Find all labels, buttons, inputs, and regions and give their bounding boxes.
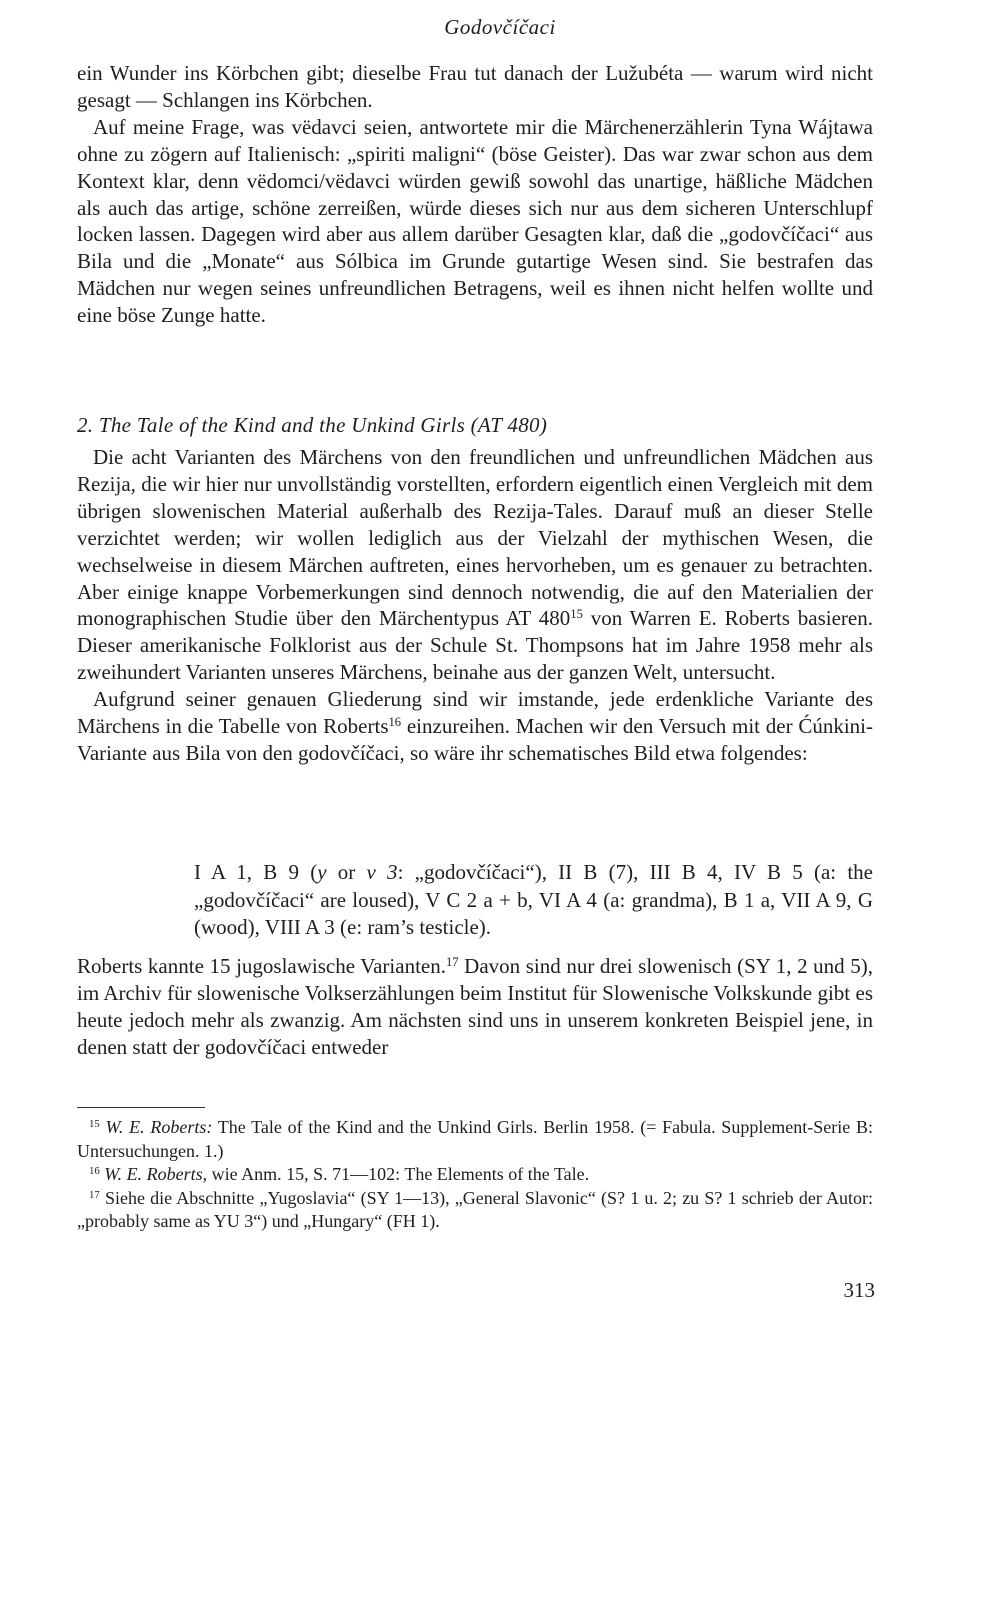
paragraph-continued: ein Wunder ins Körbchen gibt; dieselbe Frau tut danach der Lužubéta — warum wird nicht gesagt — Schlangen ins Körbchen. (77, 61, 873, 112)
paragraph-block-2 (77, 444, 873, 767)
paragraph (77, 953, 873, 1061)
footnote-rule (77, 1107, 205, 1108)
schema-block (194, 859, 873, 942)
footnote-number: 16 (89, 1165, 100, 1178)
schema-part: : „godovčíčaci“), II B (7), III B 4, IV B 5 (a: the „godovčíčaci“ are loused), V C 2 a + b, VI A 4 (a: grandma), B 1 a, VII A 9, G (wood), VIII A 3 (e: ram’s testicle). (194, 860, 873, 939)
footnote-text: Siehe die Abschnitte „Yugoslavia“ (SY 1—13), „General Slavonic“ (S? 1 u. 2; zu S? 1 schrieb der Autor: „probably same as YU 3“) und „Hungary“ (FH 1). (77, 1187, 873, 1231)
running-head: Godovčíčaci (444, 15, 556, 39)
footnotes (77, 1116, 873, 1234)
paragraph: Auf meine Frage, was vëdavci seien, antwortete mir die Märchenerzählerin Tyna Wájtawa ohne zu zögern auf Italienisch: „spiriti maligni“ (böse Geister). Das war zwar schon aus dem Kontext klar, denn vëdomci/vëdavci würden gewiß sowohl das unartige, häßliche Mädchen als auch das artige, schöne zerreißen, würde dieses sich nur aus dem sicheren Unterschlupf locken lassen. Dagegen wird aber aus allem darüber Gesagten klar, daß die „godovčíčaci“ aus Bila und die „Monate“ aus Sólbica im Grunde gutartige Wesen sind. Sie bestrafen das Mädchen nur wegen seines unfreundlichen Betragens, weil es ihnen nicht helfen wollte und eine böse Zunge hatte. (77, 114, 873, 328)
schema-part: I A 1, B 9 ( (194, 860, 318, 884)
footnote-text: wie Anm. 15, S. 71—102: The Elements of the Tale. (207, 1164, 590, 1184)
footnote-ref: 17 (445, 955, 459, 970)
paragraph (77, 686, 873, 767)
paragraph-text: von Warren E. Roberts basieren. Dieser amerikanische Folklorist aus der Schule St. Thompsons hat im Jahre 1958 mehr als zweihundert Varianten unseres Märchens, beinahe aus der ganzen Welt, untersucht. (77, 606, 873, 685)
schema-part: y (317, 860, 327, 884)
footnote-ref: 15 (570, 607, 583, 622)
paragraph-text: Die acht Varianten des Märchens von den freundlichen und unfreundlichen Mädchen aus Rezija, die wir hier nur unvollständig vorstellten, erfordern eigentlich einen Vergleich mit dem übrigen slowenischen Material außerhalb des Rezija-Tales. Darauf muß an dieser Stelle verzichtet werden; wir wollen lediglich aus der Vielzahl der mythischen Wesen, die wechselweise in diesem Märchen auftreten, eines hervorheben, um es genauer zu betrachten. Aber einige knappe Vorbemerkungen sind dennoch notwendig, die auf den Materialien der monographischen Studie über den Märchentypus AT 480 (77, 445, 873, 631)
section-heading: 2. The Tale of the Kind and the Unkind Girls (AT 480) (77, 413, 548, 437)
schema-part: v 3 (366, 860, 398, 884)
footnote (77, 1163, 873, 1187)
schema-text (194, 859, 873, 942)
footnote-text: The Tale of the Kind and the Unkind Girls. Berlin 1958. (= Fabula. Supplement-Serie B: Untersuchungen. 1.) (77, 1117, 874, 1161)
footnote-ref: 16 (388, 715, 402, 730)
page-number: 313 (843, 1278, 875, 1302)
footnote-number: 15 (89, 1118, 100, 1131)
footnote (77, 1187, 873, 1234)
paragraph-text: Davon sind nur drei slowenisch (SY 1, 2 und 5), im Archiv für slowenische Volkserzählungen beim Institut für Slowenische Volkskunde gibt es heute jedoch mehr als zwanzig. Am nächsten sind uns in unserem konkreten Beispiel jene, in denen statt der godovčíčaci entweder (77, 954, 873, 1059)
footnote-number: 17 (89, 1188, 100, 1201)
paragraph (77, 444, 873, 686)
paragraph-block-1 (77, 60, 873, 329)
paragraph-block-3 (77, 953, 873, 1061)
footnote-author: W. E. Roberts: (105, 1117, 213, 1137)
paragraph-text: Aufgrund seiner genauen Gliederung sind wir imstande, jede erdenkliche Variante des Märchens in die Tabelle von Roberts (77, 687, 873, 739)
paragraph-text: Roberts kannte 15 jugoslawische Varianten. (77, 954, 446, 978)
paragraph-text: einzureihen. Machen wir den Versuch mit der Ćúnkini-Variante aus Bila von den godovčíčaci, so wäre ihr schematisches Bild etwa folgendes: (77, 714, 873, 765)
footnote (77, 1116, 873, 1163)
schema-part: or (326, 860, 367, 884)
footnote-author: W. E. Roberts, (104, 1164, 208, 1184)
